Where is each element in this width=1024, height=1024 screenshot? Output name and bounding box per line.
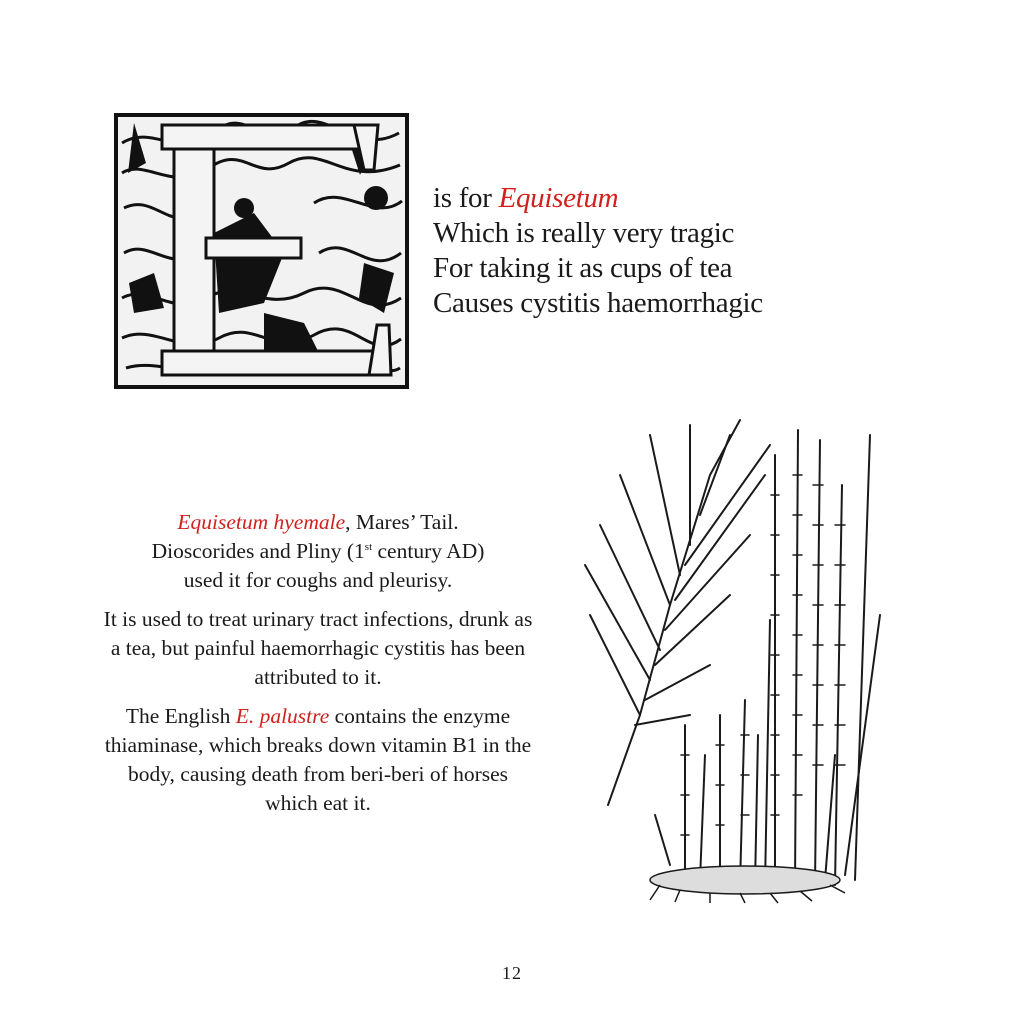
- ordinal-suffix: st: [364, 540, 373, 553]
- woodcut-initial-illustration: [114, 113, 409, 389]
- common-name: , Mares’ Tail.: [345, 510, 459, 534]
- verse-line-2: Which is really very tragic: [433, 217, 735, 249]
- species-name-palustre: E. palustre: [235, 704, 330, 728]
- prose-paragraph-1: [100, 508, 536, 595]
- century-text: century AD): [372, 539, 485, 563]
- prose-paragraph-2: It is used to treat urinary tract infections, drunk as a tea, but painful haemorrhagic cystitis has been attributed to it.: [103, 607, 533, 689]
- prose-paragraph-3: [100, 702, 536, 818]
- species-name: Equisetum hyemale: [177, 510, 346, 534]
- verse-lead: is for: [433, 182, 499, 214]
- verse-line-3: For taking it as cups of tea: [433, 252, 733, 284]
- horsetail-drawing: [580, 415, 890, 905]
- verse: [433, 181, 853, 321]
- uses-text: used it for coughs and pleurisy.: [183, 568, 453, 592]
- page-number: 12: [502, 963, 522, 983]
- horsetail-illustration: [580, 415, 890, 905]
- authors-text: Dioscorides and Pliny (1: [151, 539, 365, 563]
- prose-text: [100, 508, 536, 828]
- paragraph-3-lead: The English: [125, 704, 236, 728]
- verse-line-4: Causes cystitis haemorrhagic: [433, 287, 763, 319]
- decorative-initial: [114, 113, 409, 389]
- verse-line-1: [433, 181, 853, 216]
- paragraph-3-body: contains the enzyme thiaminase, which breaks down vitamin B1 in the body, causing death from beri-beri of horses which eat it.: [104, 704, 532, 815]
- verse-plant-name: Equisetum: [498, 182, 619, 214]
